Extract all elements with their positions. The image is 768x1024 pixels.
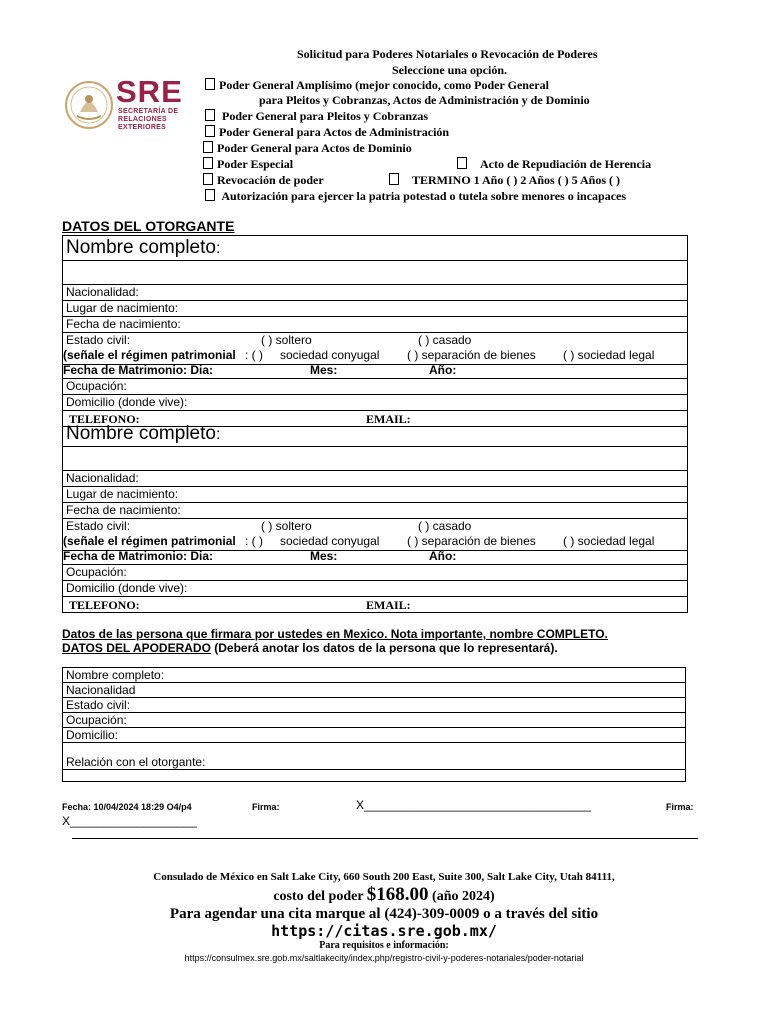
fecha-matrimonio-row[interactable]: Fecha de Matrimonio: Dia: Mes: Año: <box>63 365 687 379</box>
telefono-email-row[interactable]: TELEFONO: EMAIL: <box>63 597 687 613</box>
option-revocacion[interactable]: Revocación de poder <box>203 173 324 188</box>
section-title-apoderado: DATOS DEL APODERADO <box>62 641 211 655</box>
sre-logo <box>64 74 194 136</box>
nombre-completo-row[interactable]: Nombre completo: <box>63 422 687 447</box>
section-title-otorgante: DATOS DEL OTORGANTE <box>62 218 235 234</box>
checkbox-icon[interactable] <box>203 157 213 169</box>
signature-divider <box>72 838 698 839</box>
requisitos-label: Para requisitos e información: <box>319 940 449 951</box>
apoderado-heading: DATOS DEL APODERADO (Deberá anotar los datos de la persona que lo representará). <box>62 641 558 655</box>
citas-link[interactable]: https://citas.sre.gob.mx/ <box>271 922 497 940</box>
checkbox-icon[interactable] <box>205 78 215 90</box>
firma-label-1: Firma: <box>252 802 280 812</box>
apoderado-nombre-row[interactable]: Nombre completo: <box>63 668 685 683</box>
estado-civil-row[interactable]: Estado civil: ( ) soltero ( ) casado (señale el régimen patrimonial : ( ) sociedad conyugal ( ) separación de bienes ( ) sociedad legal <box>63 519 687 551</box>
apoderado-table <box>62 667 686 782</box>
apoderado-relacion-row[interactable]: Relación con el otorgante: <box>63 743 685 770</box>
form-title: Solicitud para Poderes Notariales o Revocación de Poderes <box>297 47 598 61</box>
checkbox-icon[interactable] <box>205 109 215 121</box>
apoderado-note: Datos de las persona que firmara por ustedes en Mexico. Nota importante, nombre COMPLETO. <box>62 627 608 641</box>
nacionalidad-row[interactable]: Nacionalidad: <box>63 285 687 301</box>
checkbox-icon[interactable] <box>203 173 213 185</box>
option-dominio[interactable]: Poder General para Actos de Dominio <box>203 141 412 156</box>
checkbox-icon[interactable] <box>205 189 215 201</box>
apoderado-domicilio-row[interactable]: Domicilio: <box>63 728 685 743</box>
apoderado-blank-row[interactable] <box>63 770 685 782</box>
lugar-nacimiento-row[interactable]: Lugar de nacimiento: <box>63 301 687 317</box>
firma-line-2[interactable]: X___________________ <box>62 814 197 828</box>
fecha-nacimiento-row[interactable]: Fecha de nacimiento: <box>63 503 687 519</box>
otorgante-table-2 <box>62 422 688 613</box>
nombre-completo-row[interactable]: Nombre completo: <box>63 236 687 261</box>
option-pleitos[interactable]: Poder General para Pleitos y Cobranzas <box>205 109 428 124</box>
apoderado-ocupacion-row[interactable]: Ocupación: <box>63 713 685 728</box>
option-administracion[interactable]: Poder General para Actos de Administración <box>205 125 449 140</box>
nombre-blank-row[interactable] <box>63 447 687 471</box>
logo-brand: SRE <box>116 74 183 109</box>
apoderado-estado-civil-row[interactable]: Estado civil: <box>63 698 685 713</box>
fecha-nacimiento-row[interactable]: Fecha de nacimiento: <box>63 317 687 333</box>
option-repudiacion[interactable]: Acto de Repudiación de Herencia <box>457 157 651 172</box>
logo-subtitle: SECRETARÍA DE RELACIONES EXTERIORES <box>118 108 179 131</box>
nombre-blank-row[interactable] <box>63 261 687 285</box>
nacionalidad-row[interactable]: Nacionalidad: <box>63 471 687 487</box>
otorgante-table-1 <box>62 235 688 427</box>
checkbox-icon[interactable] <box>457 157 467 169</box>
cita-info: Para agendar una cita marque al (424)-309-0009 o a través del sitio <box>169 906 599 922</box>
firma-line-1[interactable]: X__________________________________ <box>356 798 591 812</box>
form-subtitle: Seleccione una opción. <box>392 63 508 77</box>
telefono-email-row[interactable]: TELEFONO: EMAIL: <box>63 411 687 427</box>
apoderado-nacionalidad-row[interactable]: Nacionalidad <box>63 683 685 698</box>
checkbox-icon[interactable] <box>389 173 399 185</box>
checkbox-icon[interactable] <box>203 141 213 153</box>
option-especial[interactable]: Poder Especial <box>203 157 293 172</box>
option-termino[interactable]: TERMINO 1 Año ( ) 2 Años ( ) 5 Años ( ) <box>389 173 620 188</box>
fecha-matrimonio-row[interactable]: Fecha de Matrimonio: Dia: Mes: Año: <box>63 551 687 565</box>
ocupacion-row[interactable]: Ocupación: <box>63 565 687 581</box>
domicilio-row[interactable]: Domicilio (donde vive): <box>63 395 687 411</box>
lugar-nacimiento-row[interactable]: Lugar de nacimiento: <box>63 487 687 503</box>
national-seal-icon <box>64 78 114 132</box>
firma-label-2: Firma: <box>666 802 694 812</box>
consulado-address: Consulado de México en Salt Lake City, 660 South 200 East, Suite 300, Salt Lake City, Utah 84111, <box>153 871 615 883</box>
estado-civil-row[interactable]: Estado civil: ( ) soltero ( ) casado (señale el régimen patrimonial : ( ) sociedad conyugal ( ) separación de bienes ( ) sociedad legal <box>63 333 687 365</box>
ocupacion-row[interactable]: Ocupación: <box>63 379 687 395</box>
fecha-stamp: Fecha: 10/04/2024 18:29 O4/p4 <box>62 802 192 812</box>
option-amplisimo[interactable]: Poder General Amplísimo (mejor conocido, como Poder General <box>205 78 549 93</box>
info-link[interactable]: https://consulmex.sre.gob.mx/saltlakecity/index.php/registro-civil-y-poderes-notariales/poder-notarial <box>184 953 584 963</box>
option-amplisimo-cont: para Pleitos y Cobranzas, Actos de Administración y de Dominio <box>259 93 590 107</box>
option-patria-potestad[interactable]: Autorización para ejercer la patria potestad o tutela sobre menores o incapaces <box>205 189 626 204</box>
domicilio-row[interactable]: Domicilio (donde vive): <box>63 581 687 597</box>
costo-poder: costo del poder $168.00 (año 2024) <box>273 884 495 905</box>
checkbox-icon[interactable] <box>205 125 215 137</box>
